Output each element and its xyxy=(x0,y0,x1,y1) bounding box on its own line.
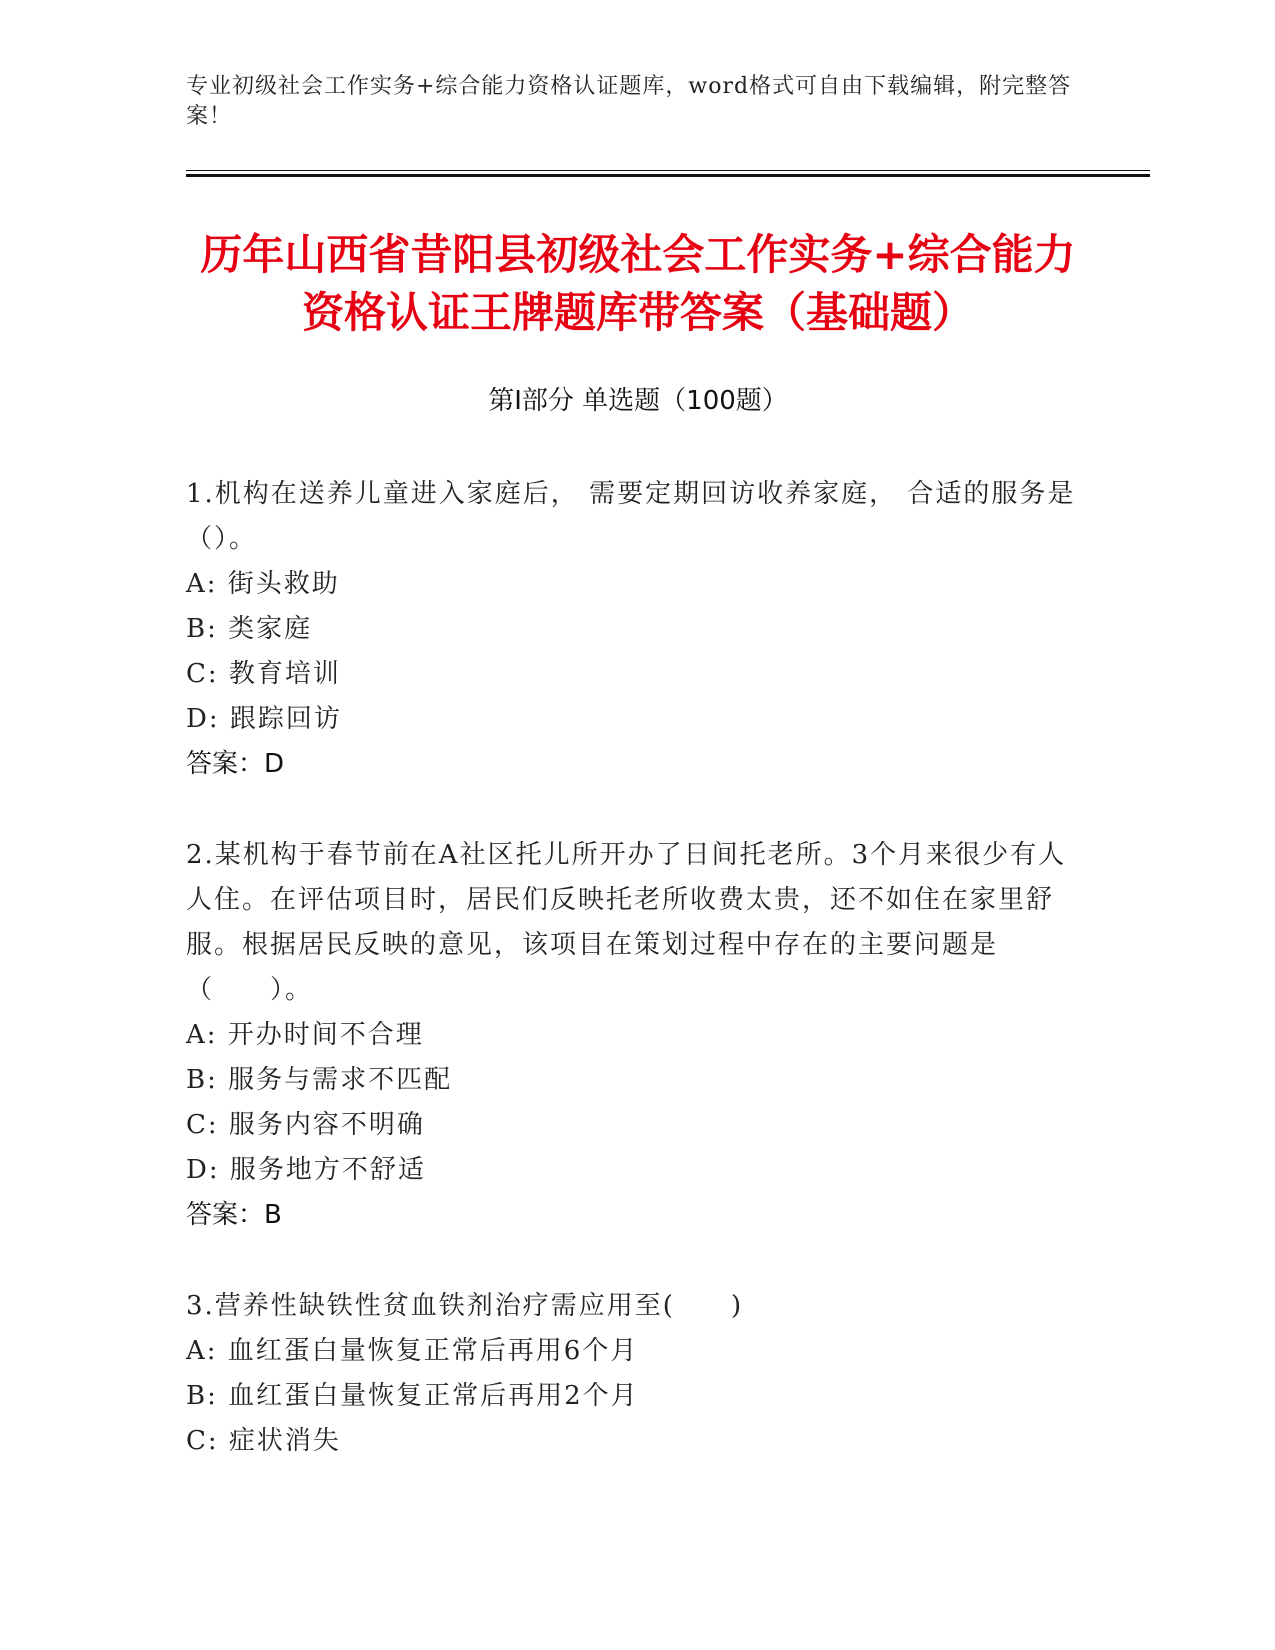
question-1 xyxy=(186,472,1086,787)
question-3 xyxy=(186,1284,1086,1464)
question-stem: 1.机构在送养儿童进入家庭后， 需要定期回访收养家庭， 合适的服务是（）。 xyxy=(186,479,1076,554)
option-d: D: 服务地方不舒适 xyxy=(186,1155,426,1185)
option-c: C: 教育培训 xyxy=(186,659,341,689)
question-list xyxy=(186,472,1086,1510)
option-c: C: 症状消失 xyxy=(186,1426,341,1456)
option-a: A: 血红蛋白量恢复正常后再用6个月 xyxy=(186,1336,639,1366)
section-title: 第I部分 单选题（100题） xyxy=(488,386,788,416)
header-divider-thin xyxy=(186,170,1150,171)
question-2 xyxy=(186,833,1086,1238)
document-title: 历年山西省昔阳县初级社会工作实务+综合能力资格认证王牌题库带答案（基础题） xyxy=(200,230,1076,337)
option-b: B: 类家庭 xyxy=(186,614,313,644)
option-a: A: 街头救助 xyxy=(186,569,340,599)
answer-label: 答案：B xyxy=(186,1200,282,1230)
option-d: D: 跟踪回访 xyxy=(186,704,342,734)
option-b: B: 血红蛋白量恢复正常后再用2个月 xyxy=(186,1381,639,1411)
option-a: A: 开办时间不合理 xyxy=(186,1020,424,1050)
header-note: 专业初级社会工作实务+综合能力资格认证题库，word格式可自由下载编辑，附完整答案！ xyxy=(186,74,1072,129)
question-stem: 2.某机构于春节前在A社区托儿所开办了日间托老所。3个月来很少有人人住。在评估项目时，居民们反映托老所收费太贵，还不如住在家里舒服。根据居民反映的意见，该项目在策划过程中存在的主要问题是（ ）。 xyxy=(186,840,1067,1005)
answer-label: 答案：D xyxy=(186,749,285,779)
question-stem: 3.营养性缺铁性贫血铁剂治疗需应用至( ) xyxy=(186,1291,744,1321)
header-divider-thick xyxy=(186,174,1150,177)
option-b: B: 服务与需求不匹配 xyxy=(186,1065,453,1095)
option-c: C: 服务内容不明确 xyxy=(186,1110,425,1140)
